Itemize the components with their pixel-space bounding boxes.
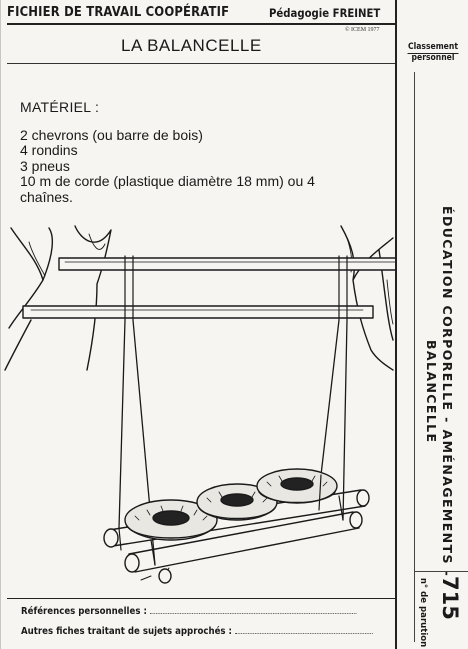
rope-right-b: [343, 320, 347, 520]
rope-right-a: [321, 320, 339, 475]
materials-title: MATÉRIEL :: [20, 99, 100, 115]
tire-right: [257, 469, 337, 503]
materials-item: chaînes.: [20, 188, 73, 205]
category-line1: ÉDUCATION CORPORELLE - AMÉNAGEMENTS -: [440, 206, 455, 578]
references-dots: [150, 613, 356, 614]
rope-left-a: [119, 320, 125, 528]
related-sheets-dots: [235, 633, 373, 634]
category-label: [423, 206, 455, 577]
category-line2: BALANCELLE: [424, 339, 439, 444]
classement-label: [402, 43, 463, 63]
upper-beam: [59, 258, 395, 270]
parution-box: [414, 571, 468, 648]
left-tree: [5, 226, 111, 370]
related-sheets-line: [21, 626, 373, 637]
materials-item: 2 chevrons (ou barre de bois): [20, 126, 203, 143]
parution-label: n° de parution: [418, 577, 428, 648]
references-label: Références personnelles :: [21, 606, 147, 617]
right-tree: [341, 226, 393, 370]
title-divider: [7, 63, 395, 64]
copyright-notice: © ICEM 1977: [345, 27, 380, 33]
materials-item: 4 rondins: [20, 142, 78, 158]
classification-column: [395, 0, 468, 649]
classification-inner: [414, 72, 468, 642]
related-sheets-label: Autres fiches traitant de sujets approchés :: [21, 626, 232, 637]
header-bar: [7, 0, 395, 25]
swing-illustration: [1, 220, 395, 600]
materials-item: 3 pneus: [20, 157, 70, 174]
materials-section: [20, 100, 392, 205]
footer-divider: [7, 598, 395, 599]
lower-beam: [23, 306, 373, 318]
materials-item: 10 m de corde (plastique diamètre 18 mm) ou 4: [20, 173, 315, 189]
classement-line1: Classement: [408, 42, 458, 52]
classement-line2: personnel: [411, 53, 455, 63]
page-title: LA BALANCELLE: [121, 36, 262, 55]
header-subtitle: Pédagogie FREINET: [269, 6, 381, 20]
parution-number: 715: [438, 576, 462, 620]
header-title: FICHIER DE TRAVAIL COOPÉRATIF: [7, 4, 230, 20]
references-line: [21, 606, 356, 617]
